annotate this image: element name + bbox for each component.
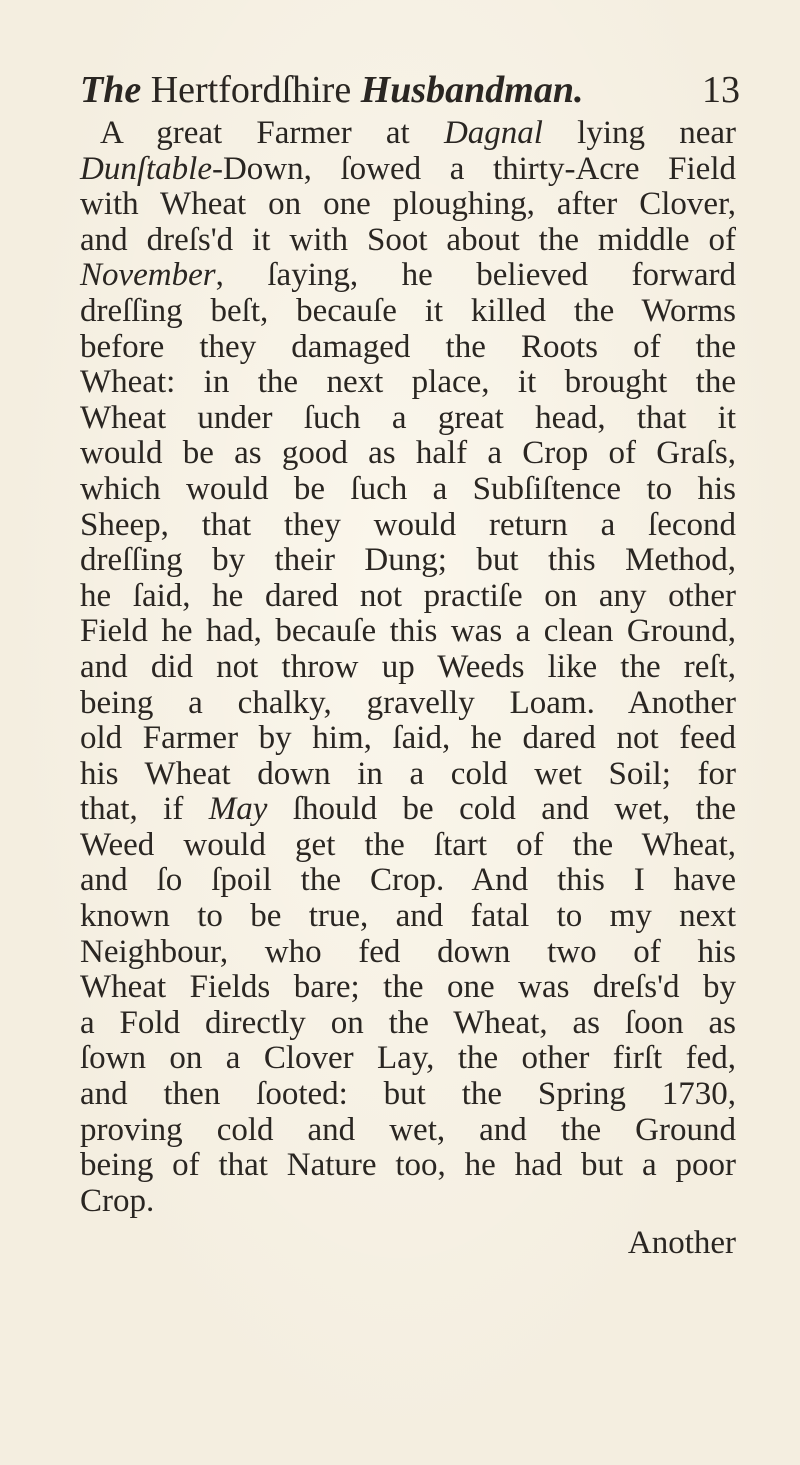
text-run: A great Farmer at: [100, 115, 444, 151]
text-line-4: and dreſs'd it with Soot about the middle of: [80, 221, 736, 258]
running-head-husbandman: Husbandman.: [360, 69, 584, 111]
text-line-30: being of that Nature too, he had but a poor: [80, 1147, 736, 1184]
text-line-17: being a chalky, gravelly Loam. Another: [80, 684, 736, 721]
text-line-7: before they damaged the Roots of the: [80, 328, 736, 365]
catchword: Another: [627, 1225, 736, 1261]
text-run: that, if: [80, 791, 209, 828]
text-line-14: he ſaid, he dared not practiſe on any other: [80, 577, 736, 614]
text-line-9: Wheat under ſuch a great head, that it: [80, 399, 736, 436]
running-head-county: Hertfordſhire: [150, 69, 352, 111]
text-line-25: Wheat Fields bare; the one was dreſs'd by: [80, 969, 736, 1006]
text-line-24: Neighbour, who fed down two of his: [80, 933, 736, 970]
text-run: ſhould be cold and wet, the: [267, 791, 736, 828]
running-head: [80, 66, 740, 114]
text-line-16: and did not throw up Weeds like the reſt,: [80, 648, 736, 685]
month-november: November: [80, 257, 216, 294]
text-line-27: ſown on a Clover Lay, the other firſt fed,: [80, 1040, 736, 1077]
month-may: May: [208, 791, 268, 828]
text-line-31: Crop.: [80, 1182, 155, 1219]
text-line-15: Field he had, becauſe this was a clean Ground,: [80, 613, 736, 650]
place-name-dagnal: Dagnal: [443, 115, 543, 151]
body-text: [80, 116, 736, 1219]
text-line-1: [80, 116, 736, 152]
text-line-5: [80, 258, 736, 294]
text-line-23: known to be true, and fatal to my next: [80, 898, 736, 935]
page-number: 13: [702, 69, 740, 111]
text-line-18: old Farmer by him, ſaid, he dared not feed: [80, 720, 736, 757]
text-line-19: his Wheat down in a cold wet Soil; for: [80, 755, 736, 792]
text-line-2: [80, 152, 736, 188]
text-line-26: a Fold directly on the Wheat, as ſoon as: [80, 1004, 736, 1041]
place-name-dunstable: Dunſtable: [80, 150, 212, 187]
text-run: -Down, ſowed a thirty-Acre Field: [211, 150, 736, 187]
text-line-11: which would be ſuch a Subſiſtence to his: [80, 470, 736, 507]
text-line-29: proving cold and wet, and the Ground: [80, 1111, 736, 1148]
text-line-6: dreſſing beſt, becauſe it killed the Worms: [80, 292, 736, 329]
text-line-12: Sheep, that they would return a ſecond: [80, 506, 736, 543]
text-line-13: dreſſing by their Dung; but this Method,: [80, 542, 736, 579]
text-line-28: and then ſooted: but the Spring 1730,: [80, 1076, 736, 1113]
text-line-22: and ſo ſpoil the Crop. And this I have: [80, 862, 736, 899]
running-head-the: The: [80, 69, 142, 111]
text-line-20: [80, 792, 736, 828]
text-line-8: Wheat: in the next place, it brought the: [80, 364, 736, 401]
text-line-3: with Wheat on one ploughing, after Clover,: [80, 186, 736, 223]
text-run: , ſaying, he believed forward: [215, 257, 736, 294]
text-line-21: Weed would get the ſtart of the Wheat,: [80, 826, 736, 863]
text-run: lying near: [542, 115, 736, 151]
text-line-10: would be as good as half a Crop of Graſs,: [80, 435, 736, 472]
